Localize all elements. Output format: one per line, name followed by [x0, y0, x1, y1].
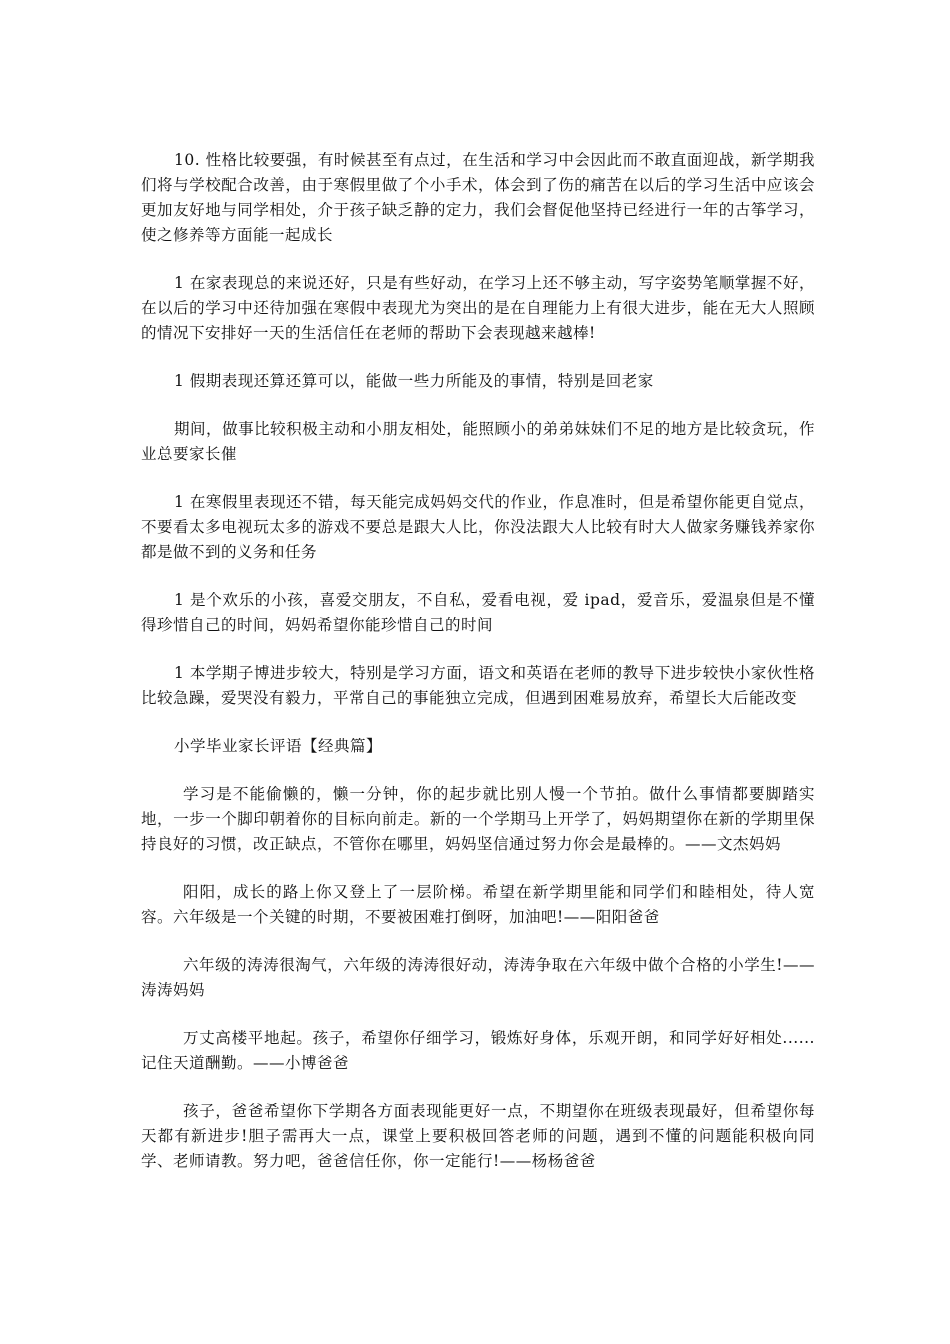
paragraph: 期间，做事比较积极主动和小朋友相处，能照顾小的弟弟妹妹们不足的地方是比较贪玩，作业总要家长催	[141, 420, 815, 463]
paragraph: 孩子，爸爸希望你下学期各方面表现能更好一点，不期望你在班级表现最好，但希望你每天都有新进步!胆子需再大一点，课堂上要积极回答老师的问题，遇到不懂的问题能积极向同学、老师请教。努力吧，爸爸信任你，你一定能行!——杨杨爸爸	[141, 1102, 815, 1170]
document-body	[141, 148, 815, 1197]
paragraph: 10. 性格比较要强，有时候甚至有点过，在生活和学习中会因此而不敢直面迎战，新学期我们将与学校配合改善，由于寒假里做了个小手术，体会到了伤的痛苦在以后的学习生活中应该会更加友好地与同学相处，介于孩子缺乏静的定力，我们会督促他坚持已经进行一年的古筝学习，使之修养等方面能一起成长	[141, 151, 815, 244]
section-heading: 小学毕业家长评语【经典篇】	[174, 737, 383, 755]
paragraph: 1 在寒假里表现还不错，每天能完成妈妈交代的作业，作息准时，但是希望你能更自觉点，不要看太多电视玩太多的游戏不要总是跟大人比，你没法跟大人比较有时大人做家务赚钱养家你都是做不到的义务和任务	[141, 493, 815, 561]
paragraph: 六年级的涛涛很淘气，六年级的涛涛很好动，涛涛争取在六年级中做个合格的小学生!——涛涛妈妈	[141, 956, 815, 999]
paragraph: 1 假期表现还算还算可以，能做一些力所能及的事情，特别是回老家	[174, 372, 654, 390]
paragraph: 1 在家表现总的来说还好，只是有些好动，在学习上还不够主动，写字姿势笔顺掌握不好，在以后的学习中还待加强在寒假中表现尤为突出的是在自理能力上有很大进步，能在无大人照顾的情况下安排好一天的生活信任在老师的帮助下会表现越来越棒!	[141, 274, 815, 342]
paragraph: 1 是个欢乐的小孩，喜爱交朋友，不自私，爱看电视，爱 ipad，爱音乐，爱温泉但是不懂得珍惜自己的时间，妈妈希望你能珍惜自己的时间	[141, 591, 815, 634]
paragraph: 阳阳，成长的路上你又登上了一层阶梯。希望在新学期里能和同学们和睦相处，待人宽容。六年级是一个关键的时期，不要被困难打倒呀，加油吧!——阳阳爸爸	[141, 883, 815, 926]
paragraph: 万丈高楼平地起。孩子，希望你仔细学习，锻炼好身体，乐观开朗，和同学好好相处......记住天道酬勤。——小博爸爸	[141, 1029, 815, 1072]
paragraph: 学习是不能偷懒的，懒一分钟，你的起步就比别人慢一个节拍。做什么事情都要脚踏实地，一步一个脚印朝着你的目标向前走。新的一个学期马上开学了，妈妈期望你在新的学期里保持良好的习惯，改正缺点，不管你在哪里，妈妈坚信通过努力你会是最棒的。——文杰妈妈	[141, 785, 815, 853]
paragraph: 1 本学期子博进步较大，特别是学习方面，语文和英语在老师的教导下进步较快小家伙性格比较急躁，爱哭没有毅力，平常自己的事能独立完成，但遇到困难易放弃，希望长大后能改变	[141, 664, 815, 707]
